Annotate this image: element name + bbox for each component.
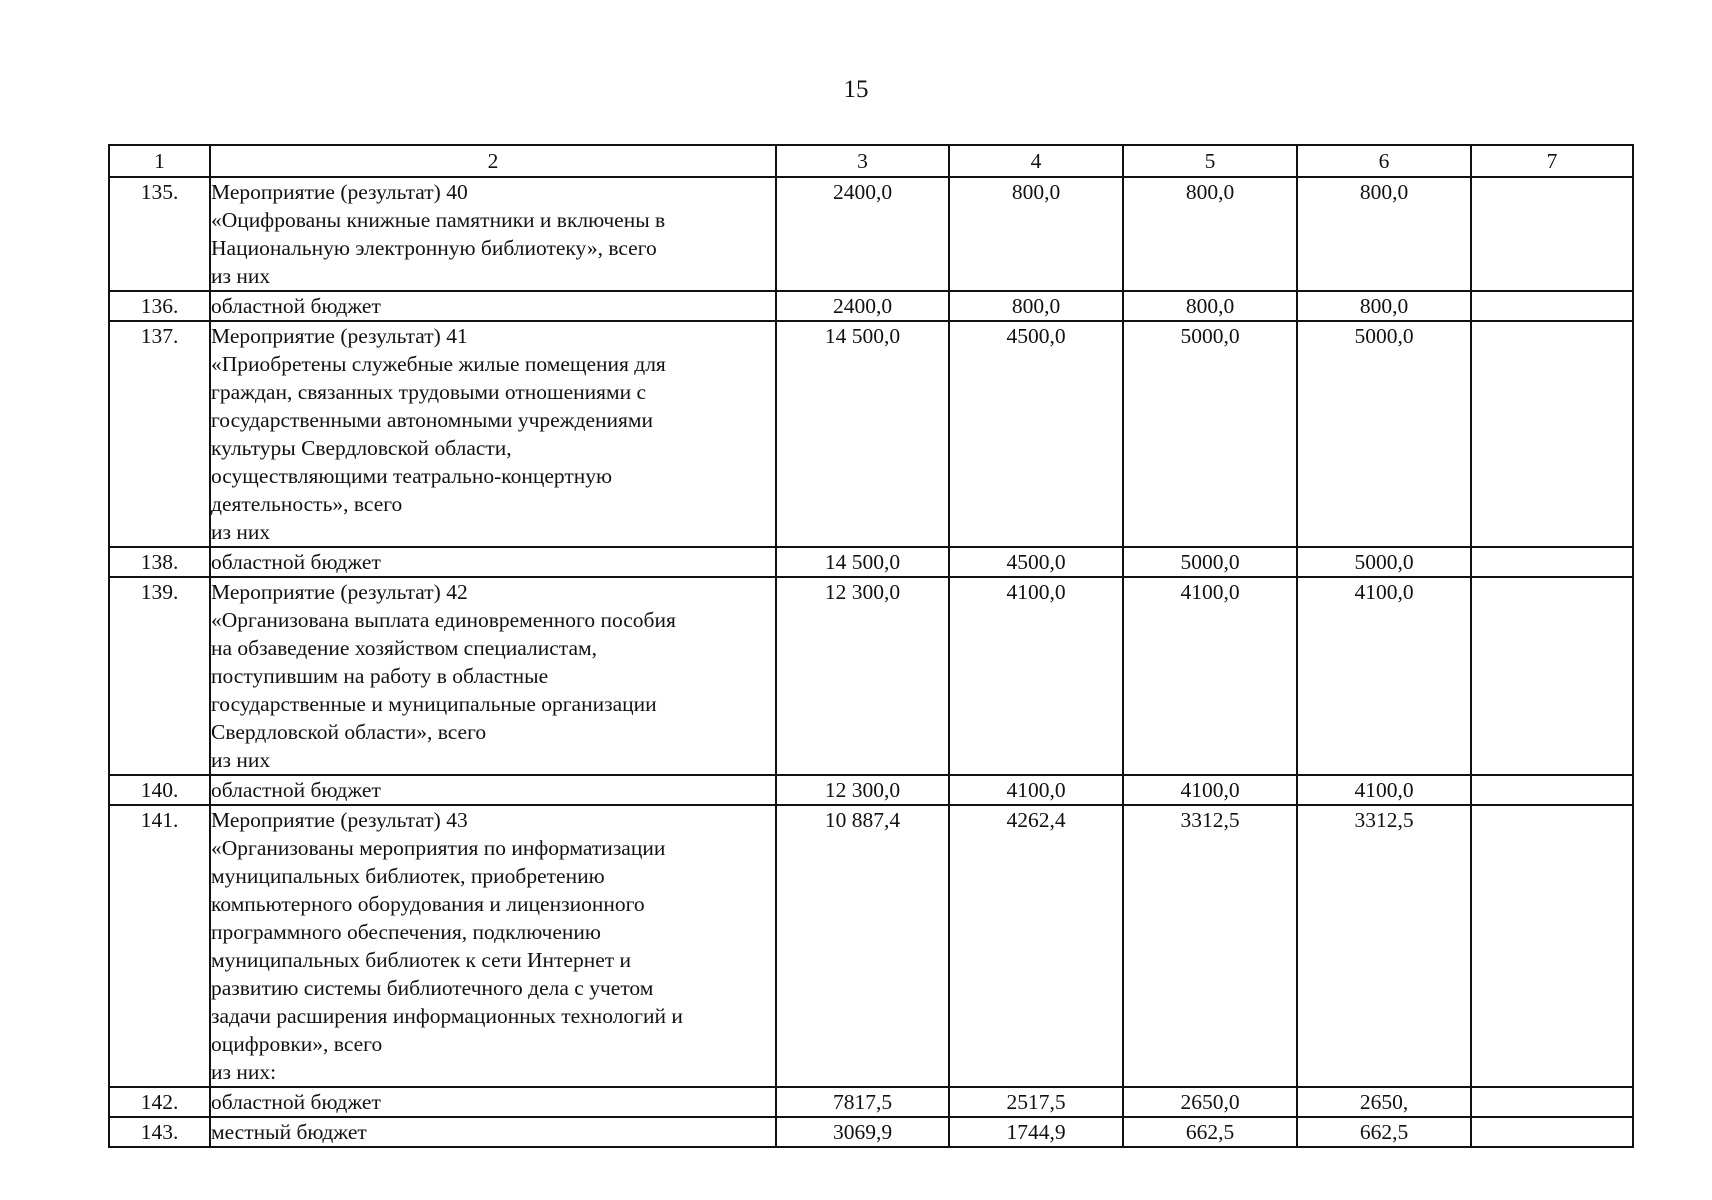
description-line: деятельность», всего <box>211 492 403 516</box>
description-line: из них <box>211 264 271 288</box>
value-cell: 12 300,0 <box>776 775 949 805</box>
value-cell: 14 500,0 <box>776 547 949 577</box>
row-number: 135. <box>109 177 210 291</box>
description-line: Мероприятие (результат) 42 <box>211 580 468 604</box>
column-7-cell <box>1471 577 1633 775</box>
description-line: Национальную электронную библиотеку», всего <box>211 236 657 260</box>
description-line: задачи расширения информационных технологий и <box>211 1004 683 1028</box>
column-7-cell <box>1471 547 1633 577</box>
description-line: «Организована выплата единовременного пособия <box>211 608 676 632</box>
value-cell: 800,0 <box>1297 177 1471 291</box>
value-cell: 3069,9 <box>776 1117 949 1147</box>
value-cell: 4100,0 <box>949 775 1123 805</box>
column-7-cell <box>1471 1117 1633 1147</box>
value-cell: 5000,0 <box>1297 321 1471 547</box>
description-line: из них <box>211 520 271 544</box>
description-line: «Приобретены служебные жилые помещения для <box>211 352 666 376</box>
table-row <box>109 1117 1633 1147</box>
column-header: 4 <box>949 145 1123 177</box>
value-cell: 4262,4 <box>949 805 1123 1087</box>
table-header-row <box>109 145 1633 177</box>
description-line: на обзаведение хозяйством специалистам, <box>211 636 597 660</box>
value-cell: 12 300,0 <box>776 577 949 775</box>
row-description <box>210 775 776 805</box>
description-line: областной бюджет <box>211 778 381 802</box>
value-cell: 800,0 <box>1123 291 1297 321</box>
value-cell: 2650,0 <box>1123 1087 1297 1117</box>
description-line: программного обеспечения, подключению <box>211 920 601 944</box>
row-number: 139. <box>109 577 210 775</box>
value-cell: 4100,0 <box>1297 775 1471 805</box>
row-description <box>210 805 776 1087</box>
table-row <box>109 321 1633 547</box>
page-number: 15 <box>843 76 869 103</box>
description-line: муниципальных библиотек к сети Интернет и <box>211 948 632 972</box>
description-line: «Оцифрованы книжные памятники и включены в <box>211 208 666 232</box>
column-header: 3 <box>776 145 949 177</box>
value-cell: 662,5 <box>1297 1117 1471 1147</box>
description-line: областной бюджет <box>211 1090 381 1114</box>
row-number: 138. <box>109 547 210 577</box>
table-row <box>109 775 1633 805</box>
description-line: государственные и муниципальные организации <box>211 692 657 716</box>
description-line: оцифровки», всего <box>211 1032 383 1056</box>
value-cell: 4100,0 <box>1297 577 1471 775</box>
value-cell: 5000,0 <box>1123 547 1297 577</box>
table-row <box>109 577 1633 775</box>
value-cell: 4500,0 <box>949 321 1123 547</box>
row-description <box>210 1087 776 1117</box>
row-description <box>210 291 776 321</box>
value-cell: 5000,0 <box>1123 321 1297 547</box>
description-line: Свердловской области», всего <box>211 720 487 744</box>
row-number: 142. <box>109 1087 210 1117</box>
value-cell: 4100,0 <box>1123 577 1297 775</box>
description-line: Мероприятие (результат) 43 <box>211 808 468 832</box>
description-line: осуществляющими театрально-концертную <box>211 464 613 488</box>
value-cell: 4100,0 <box>949 577 1123 775</box>
row-number: 143. <box>109 1117 210 1147</box>
description-line: граждан, связанных трудовыми отношениями с <box>211 380 647 404</box>
description-line: компьютерного оборудования и лицензионного <box>211 892 645 916</box>
value-cell: 4100,0 <box>1123 775 1297 805</box>
column-7-cell <box>1471 805 1633 1087</box>
column-7-cell <box>1471 1087 1633 1117</box>
table-row <box>109 291 1633 321</box>
table-row <box>109 1087 1633 1117</box>
row-description <box>210 547 776 577</box>
table-body <box>109 177 1633 1147</box>
table-row <box>109 805 1633 1087</box>
table-row <box>109 547 1633 577</box>
value-cell: 2650, <box>1297 1087 1471 1117</box>
column-7-cell <box>1471 291 1633 321</box>
description-line: из них: <box>211 1060 277 1084</box>
value-cell: 2517,5 <box>949 1087 1123 1117</box>
column-header: 6 <box>1297 145 1471 177</box>
row-description <box>210 177 776 291</box>
column-header: 5 <box>1123 145 1297 177</box>
row-description <box>210 577 776 775</box>
description-line: поступившим на работу в областные <box>211 664 549 688</box>
row-description <box>210 1117 776 1147</box>
column-header: 1 <box>109 145 210 177</box>
description-line: местный бюджет <box>211 1120 367 1144</box>
row-number: 137. <box>109 321 210 547</box>
table-row <box>109 177 1633 291</box>
description-line: государственными автономными учреждениями <box>211 408 654 432</box>
value-cell: 3312,5 <box>1297 805 1471 1087</box>
description-line: культуры Свердловской области, <box>211 436 512 460</box>
value-cell: 14 500,0 <box>776 321 949 547</box>
description-line: областной бюджет <box>211 294 381 318</box>
value-cell: 2400,0 <box>776 291 949 321</box>
column-7-cell <box>1471 321 1633 547</box>
row-number: 140. <box>109 775 210 805</box>
value-cell: 800,0 <box>949 291 1123 321</box>
value-cell: 10 887,4 <box>776 805 949 1087</box>
row-number: 136. <box>109 291 210 321</box>
value-cell: 2400,0 <box>776 177 949 291</box>
column-7-cell <box>1471 775 1633 805</box>
description-line: развитию системы библиотечного дела с учетом <box>211 976 654 1000</box>
description-line: областной бюджет <box>211 550 381 574</box>
description-line: «Организованы мероприятия по информатизации <box>211 836 666 860</box>
column-header: 7 <box>1471 145 1633 177</box>
value-cell: 7817,5 <box>776 1087 949 1117</box>
value-cell: 662,5 <box>1123 1117 1297 1147</box>
column-header: 2 <box>210 145 776 177</box>
value-cell: 4500,0 <box>949 547 1123 577</box>
description-line: из них <box>211 748 271 772</box>
value-cell: 800,0 <box>1123 177 1297 291</box>
row-description <box>210 321 776 547</box>
value-cell: 800,0 <box>949 177 1123 291</box>
description-line: Мероприятие (результат) 41 <box>211 324 468 348</box>
value-cell: 5000,0 <box>1297 547 1471 577</box>
budget-table <box>108 144 1634 1148</box>
description-line: Мероприятие (результат) 40 <box>211 180 468 204</box>
description-line: муниципальных библиотек, приобретению <box>211 864 605 888</box>
column-7-cell <box>1471 177 1633 291</box>
row-number: 141. <box>109 805 210 1087</box>
value-cell: 1744,9 <box>949 1117 1123 1147</box>
value-cell: 3312,5 <box>1123 805 1297 1087</box>
value-cell: 800,0 <box>1297 291 1471 321</box>
